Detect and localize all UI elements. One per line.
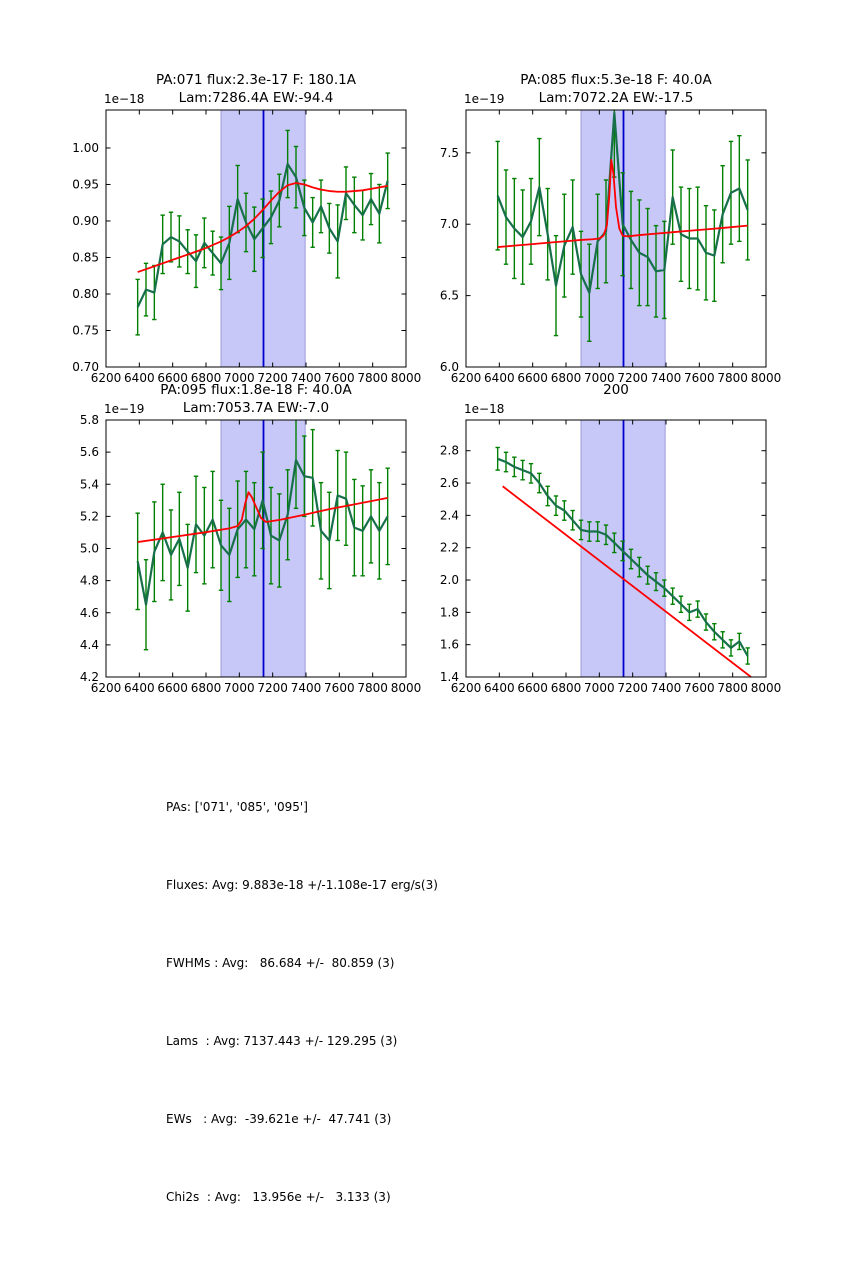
x-tick-label: 7800 <box>717 681 748 695</box>
subplot-title-line1: PA:095 flux:1.8e-18 F: 40.0A <box>160 382 352 398</box>
y-tick-label: 6.0 <box>439 360 459 374</box>
plot-region <box>135 110 389 367</box>
y-tick-label: 5.8 <box>79 413 99 427</box>
summary-block <box>166 742 438 1262</box>
x-tick-label: 7800 <box>357 371 388 385</box>
x-tick-label: 6600 <box>517 371 548 385</box>
x-tick-label: 6800 <box>550 371 582 385</box>
plot-region <box>495 49 749 367</box>
y-tick-labels <box>440 444 459 684</box>
subplot-plot-area-pa071 <box>46 94 426 397</box>
y-tick-label: 0.85 <box>72 250 99 265</box>
x-tick-label: 7600 <box>324 681 355 695</box>
y-tick-label: 4.8 <box>79 573 99 588</box>
y-tick-label: 4.6 <box>79 605 99 620</box>
x-tick-label: 6600 <box>157 681 188 695</box>
y-tick-label: 0.75 <box>72 323 99 338</box>
subplot-title-line2: Lam:7286.4A EW:-94.4 <box>178 89 334 106</box>
x-tick-label: 6400 <box>484 681 515 695</box>
x-tick-label: 6800 <box>190 371 222 385</box>
x-tick-label: 7400 <box>650 681 682 695</box>
subplot-title-line2: Lam:7072.2A EW:-17.5 <box>538 89 694 106</box>
x-tick-label: 7400 <box>650 371 682 385</box>
y-tick-label: 0.70 <box>72 360 99 374</box>
x-tick-label: 6400 <box>124 681 155 695</box>
x-tick-label: 6800 <box>550 681 582 695</box>
subplot-plot-area-stack <box>406 404 786 707</box>
x-tick-label: 8000 <box>390 681 422 695</box>
summary-line-fluxes: Fluxes: Avg: 9.883e-18 +/-1.108e-17 erg/s(3) <box>166 878 438 892</box>
subplot-title-line2: Lam:7053.7A EW:-7.0 <box>182 399 330 416</box>
y-tick-label: 7.0 <box>439 217 459 232</box>
plot-region <box>495 420 751 677</box>
x-tick-label: 7200 <box>257 681 288 695</box>
x-tick-label: 6800 <box>190 681 222 695</box>
y-tick-label: 0.95 <box>72 177 99 192</box>
x-tick-label: 8000 <box>390 371 422 385</box>
y-tick-label: 4.4 <box>79 637 99 652</box>
y-tick-label: 0.80 <box>72 286 99 301</box>
x-tick-label: 6600 <box>517 681 548 695</box>
x-tick-label: 7000 <box>224 371 255 385</box>
x-tick-label: 7800 <box>357 681 388 695</box>
x-tick-label: 6200 <box>90 371 122 385</box>
x-tick-label: 7600 <box>324 371 355 385</box>
y-tick-label: 1.00 <box>72 140 99 155</box>
x-tick-label: 6200 <box>450 681 482 695</box>
y-tick-label: 1.4 <box>439 670 459 684</box>
y-axis-offset-label: 1e−19 <box>464 92 505 106</box>
y-tick-labels <box>72 141 99 374</box>
summary-line-lams: Lams : Avg: 7137.443 +/- 129.295 (3) <box>166 1034 398 1048</box>
summary-line-pas: PAs: ['071', '085', '095'] <box>166 800 308 814</box>
y-tick-label: 2.8 <box>439 443 459 458</box>
x-tick-label: 6200 <box>450 371 482 385</box>
y-tick-label: 2.2 <box>439 540 459 555</box>
x-tick-label: 6400 <box>484 371 515 385</box>
x-tick-label: 7000 <box>224 681 255 695</box>
plot-region <box>135 412 389 677</box>
y-tick-label: 4.2 <box>79 670 99 684</box>
subplot-plot-area-pa095 <box>46 404 426 707</box>
y-tick-label: 5.4 <box>79 477 99 492</box>
y-tick-label: 6.5 <box>439 288 459 303</box>
y-tick-label: 5.6 <box>79 445 99 460</box>
x-tick-labels <box>451 681 782 695</box>
x-tick-label: 7200 <box>257 371 288 385</box>
x-tick-label: 7000 <box>584 371 615 385</box>
summary-line-chi2s: Chi2s : Avg: 13.956e +/- 3.133 (3) <box>166 1190 391 1204</box>
y-axis-offset-label: 1e−18 <box>104 92 145 106</box>
x-tick-label: 7200 <box>617 371 648 385</box>
x-tick-labels <box>91 681 422 695</box>
y-axis-offset-label: 1e−18 <box>464 402 505 416</box>
summary-line-ews: EWs : Avg: -39.621e +/- 47.741 (3) <box>166 1112 392 1126</box>
y-tick-label: 0.90 <box>72 213 99 228</box>
x-tick-label: 7200 <box>617 681 648 695</box>
x-tick-label: 6200 <box>90 681 122 695</box>
y-axis-offset-label: 1e−19 <box>104 402 145 416</box>
subplot-title-line2: 200 <box>603 382 629 398</box>
summary-line-fwhms: FWHMs : Avg: 86.684 +/- 80.859 (3) <box>166 956 395 970</box>
x-tick-label: 7800 <box>717 371 748 385</box>
y-tick-label: 5.0 <box>79 541 99 556</box>
x-tick-label: 8000 <box>750 371 782 385</box>
y-tick-label: 2.6 <box>439 476 459 491</box>
x-tick-label: 6400 <box>124 371 155 385</box>
y-tick-labels <box>80 413 99 684</box>
y-tick-label: 1.6 <box>439 637 459 652</box>
y-tick-label: 2.0 <box>439 573 459 588</box>
y-tick-label: 5.2 <box>79 509 99 524</box>
subplot-title-line1: PA:071 flux:2.3e-17 F: 180.1A <box>155 72 357 88</box>
y-tick-label: 7.5 <box>439 145 459 160</box>
subplot-plot-area-pa085 <box>406 94 786 397</box>
x-tick-label: 7400 <box>290 371 322 385</box>
x-tick-label: 7400 <box>290 681 322 695</box>
subplot-title-stack <box>466 382 766 400</box>
subplot-title-line1: PA:085 flux:5.3e-18 F: 40.0A <box>520 72 712 88</box>
x-tick-label: 8000 <box>750 681 782 695</box>
y-tick-label: 1.8 <box>439 605 459 620</box>
y-tick-label: 2.4 <box>439 508 459 523</box>
x-tick-label: 7600 <box>684 681 715 695</box>
x-tick-label: 6600 <box>157 371 188 385</box>
x-tick-label: 7000 <box>584 681 615 695</box>
x-tick-label: 7600 <box>684 371 715 385</box>
y-tick-labels <box>440 146 459 374</box>
